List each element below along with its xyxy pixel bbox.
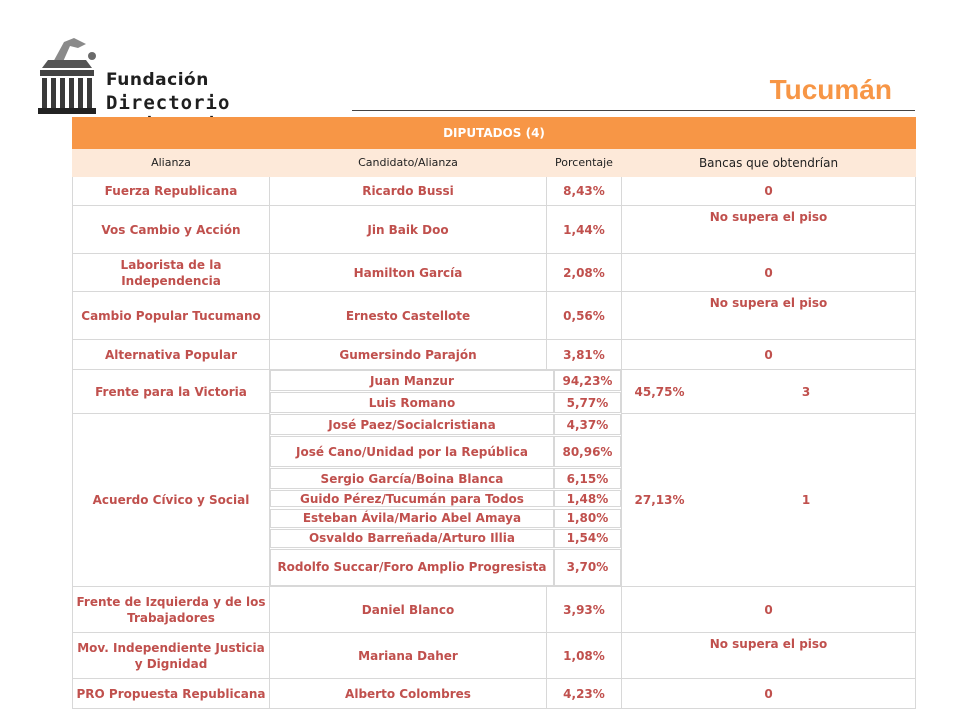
porcentaje-cell: 1,08%	[547, 633, 622, 679]
sub-candidato-cell: Luis Romano	[270, 392, 554, 413]
subtable-cell	[270, 370, 622, 392]
alianza-cell: Laborista de la Independencia	[73, 254, 270, 292]
table-row	[73, 370, 916, 392]
subtable-cell	[270, 414, 622, 436]
bancas-cell: 1	[801, 493, 811, 507]
alianza-cell: Acuerdo Cívico y Social	[73, 414, 270, 587]
col-header-alianza: Alianza	[73, 149, 270, 177]
candidato-cell: Mariana Daher	[270, 633, 547, 679]
region-title: Tucumán	[769, 74, 892, 105]
sub-candidato-cell: José Cano/Unidad por la República	[270, 436, 554, 467]
porcentaje-cell: 2,08%	[547, 254, 622, 292]
table-row	[73, 340, 916, 370]
subtable-cell	[270, 490, 622, 508]
parliament-building-icon	[34, 34, 104, 120]
sub-candidato-cell: Esteban Ávila/Mario Abel Amaya	[270, 509, 554, 528]
col-header-bancas: Bancas que obtendrían	[622, 149, 916, 177]
bancas-cell: 0	[622, 679, 916, 709]
bancas-cell: No supera el piso	[622, 633, 916, 679]
alianza-cell: PRO Propuesta Republicana	[73, 679, 270, 709]
fundacion-logo	[34, 34, 344, 124]
sub-candidato-cell: Osvaldo Barreñada/Arturo Illia	[270, 529, 554, 548]
bancas-cell: No supera el piso	[622, 292, 916, 340]
diputados-table	[72, 117, 916, 709]
sub-pct-cell: 1,54%	[554, 529, 621, 548]
subtable-cell	[270, 528, 622, 548]
porcentaje-cell: 8,43%	[547, 177, 622, 206]
table-row	[73, 254, 916, 292]
porcentaje-cell: 1,44%	[547, 206, 622, 254]
bancas-cell: 0	[622, 587, 916, 633]
sub-pct-cell: 1,48%	[554, 490, 621, 507]
table-row	[73, 414, 916, 436]
bancas-cell: 0	[622, 340, 916, 370]
acys-total-cell: 27,13%	[634, 493, 685, 507]
fpv-total-cell: 45,75%	[634, 384, 685, 399]
candidato-cell: Alberto Colombres	[270, 679, 547, 709]
sub-pct-cell: 80,96%	[554, 436, 621, 467]
candidato-cell: Gumersindo Parajón	[270, 340, 547, 370]
sub-candidato-cell: Sergio García/Boina Blanca	[270, 468, 554, 489]
subtable-cell	[270, 468, 622, 490]
col-header-candidato: Candidato/Alianza	[270, 149, 547, 177]
table-title: DIPUTADOS (4)	[73, 118, 916, 149]
sub-candidato-cell: Guido Pérez/Tucumán para Todos	[270, 490, 554, 507]
sub-pct-cell: 1,80%	[554, 509, 621, 528]
candidato-cell: Ernesto Castellote	[270, 292, 547, 340]
sub-pct-cell: 94,23%	[554, 370, 621, 391]
candidato-cell: Jin Baik Doo	[270, 206, 547, 254]
candidato-cell: Daniel Blanco	[270, 587, 547, 633]
col-header-porcentaje: Porcentaje	[547, 149, 622, 177]
subtable-cell	[270, 548, 622, 586]
porcentaje-cell: 3,81%	[547, 340, 622, 370]
candidato-cell: Hamilton García	[270, 254, 547, 292]
porcentaje-cell: 4,23%	[547, 679, 622, 709]
table-row	[73, 633, 916, 679]
alianza-cell: Mov. Independiente Justicia y Dignidad	[73, 633, 270, 679]
sub-pct-cell: 6,15%	[554, 468, 621, 489]
sub-candidato-cell: José Paez/Socialcristiana	[270, 414, 554, 435]
candidato-cell: Ricardo Bussi	[270, 177, 547, 206]
fpv-total-bancas	[622, 370, 916, 414]
alianza-cell: Cambio Popular Tucumano	[73, 292, 270, 340]
sub-pct-cell: 3,70%	[554, 549, 621, 586]
table-row	[73, 587, 916, 633]
alianza-cell: Alternativa Popular	[73, 340, 270, 370]
subtable-cell	[270, 508, 622, 528]
logo-line-1: Fundación	[106, 70, 209, 90]
bancas-cell: 3	[801, 384, 811, 399]
acys-total-bancas	[622, 414, 916, 587]
subtable-cell	[270, 436, 622, 468]
table-row	[73, 679, 916, 709]
sub-pct-cell: 5,77%	[554, 392, 621, 413]
alianza-cell: Fuerza Republicana	[73, 177, 270, 206]
alianza-cell: Frente para la Victoria	[73, 370, 270, 414]
logo-line-2: Directorio	[106, 92, 231, 114]
bancas-cell: 0	[622, 254, 916, 292]
alianza-cell: Vos Cambio y Acción	[73, 206, 270, 254]
table-row	[73, 292, 916, 340]
table-row	[73, 177, 916, 206]
bancas-cell: 0	[622, 177, 916, 206]
subtable-cell	[270, 392, 622, 414]
sub-candidato-cell: Rodolfo Succar/Foro Amplio Progresista	[270, 549, 554, 586]
sub-pct-cell: 4,37%	[554, 414, 621, 435]
header-rule	[352, 110, 915, 111]
bancas-cell: No supera el piso	[622, 206, 916, 254]
table-row	[73, 206, 916, 254]
alianza-cell: Frente de Izquierda y de los Trabajadores	[73, 587, 270, 633]
porcentaje-cell: 3,93%	[547, 587, 622, 633]
porcentaje-cell: 0,56%	[547, 292, 622, 340]
sub-candidato-cell: Juan Manzur	[270, 370, 554, 391]
